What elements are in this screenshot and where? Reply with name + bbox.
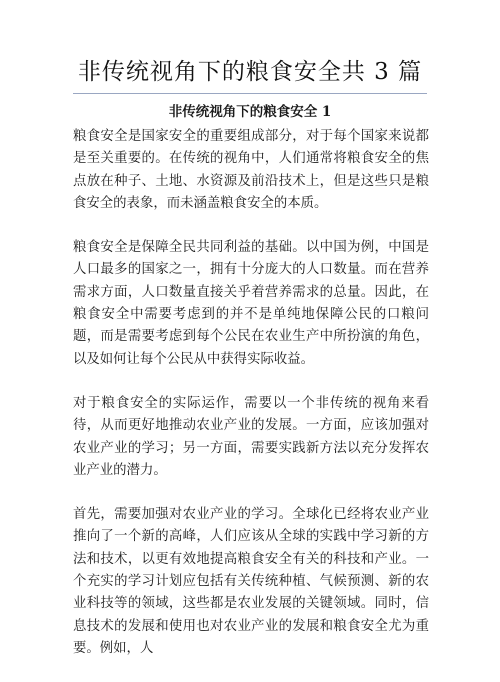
body-text: [73, 126, 429, 682]
title-divider: [73, 93, 427, 94]
paragraph: 对于粮食安全的实际运作，需要以一个非传统的视角来看待，从而更好地推动农业产业的发展。一方面，应该加强对农业产业的学习；另一方面，需要实践新方法以充分发挥农业产业的潜力。: [73, 395, 429, 478]
paragraph: 粮食安全是国家安全的重要组成部分，对于每个国家来说都是至关重要的。在传统的视角中，人们通常将粮食安全的焦点放在种子、土地、水资源及前沿技术上，但是这些只是粮食安全的表象，而未涵盖粮食安全的本质。: [73, 129, 429, 211]
paragraph: 首先，需要加强对农业产业的学习。全球化已经将农业产业推向了一个新的高峰，人们应该从全球的实践中学习新的方法和技术，以更有效地提高粮食安全有关的科技和产业。一个充实的学习计划应包括有关传统种植、气候预测、新的农业科技等的领域，这些都是农业发展的关键领域。同时，信息技术的发展和使用也对农业产业的发展和粮食安全尤为重要。例如，人: [73, 507, 429, 656]
document-title: 非传统视角下的粮食安全共 3 篇: [77, 59, 423, 85]
section-heading: 非传统视角下的粮食安全 1: [168, 104, 332, 120]
paragraph: 粮食安全是保障全民共同利益的基础。以中国为例，中国是人口最多的国家之一，拥有十分庞大的人口数量。而在营养需求方面，人口数量直接关乎着营养需求的总量。因此，在粮食安全中需要考虑到的并不是单纯地保障公民的口粮问题，而是需要考虑到每个公民在农业生产中所扮演的角色，以及如何让每个公民从中获得实际收益。: [73, 240, 429, 367]
